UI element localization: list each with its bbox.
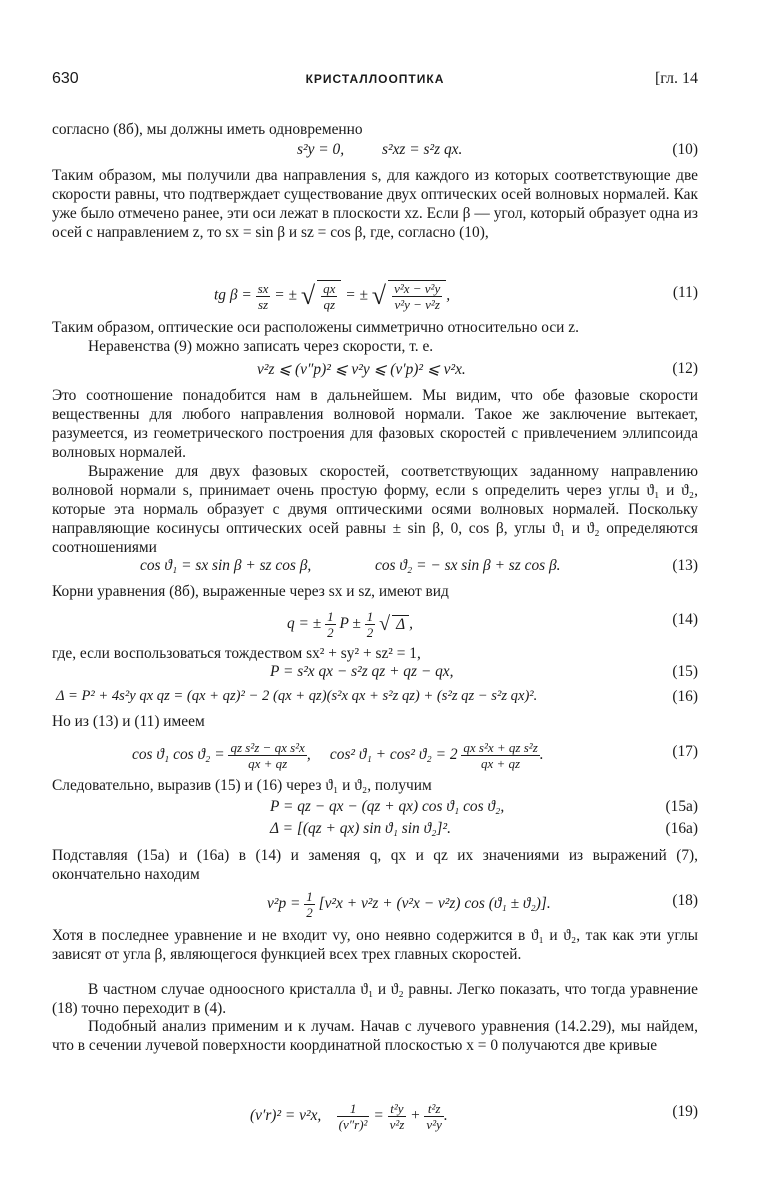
equation-number: (16а) [665, 820, 698, 837]
paragraph-vy-implicit: Хотя в последнее уравнение и не входит vy, оно неявно содержится в ϑ₁ и ϑ₂, так как эти углы зависят от угла β, являющегося функцией всех трех главных скоростей. [52, 927, 698, 963]
paragraph-rays: Подобный анализ применим и к лучам. Начав с лучевого уравнения (14.2.29), мы найдем, что в сечении лучевой поверхности координатной плоскостью x = 0 получаются две кривые [52, 1018, 698, 1054]
equation-18 [52, 884, 698, 922]
eq11-frac-1: $\frac{sx}{sz}$ [257, 280, 269, 312]
eq18-lhs: v²p = [267, 895, 301, 913]
equation-number: (18) [672, 892, 698, 909]
eq19-frac-1: $\frac{\text{t²y}}{\text{v²z}}$ [389, 1101, 405, 1132]
equation-11: tg β = $\frac{sx}{sz}$ = ± √ $\frac{qx}{qz}$ = ± √ $\frac{\text{v²x − v²y}}{\text{v²y − v²z}}$ , (11) [214, 280, 698, 312]
eq12-body: v²z ⩽ (v″p)² ⩽ v²y ⩽ (v′p)² ⩽ v²x. [257, 361, 466, 378]
paragraph-angles: Выражение для двух фазовых скоростей, соответствующих заданному направлению волновой нормали s, принимает очень простую форму, если s определить через углы ϑ₁ и ϑ₂, которые эта нормаль образует с двумя оптическими осями волновых нормалей. Поскольку направляющие косинусы оптических осей равны ± sin β, 0, cos β, углы ϑ₁ и ϑ₂ определяются соотношениями [52, 463, 698, 556]
equation-number: (17) [672, 743, 698, 760]
eq13-part-b: cos ϑ₂ = − sx sin β + sz cos β. [375, 557, 561, 574]
equation-13 [52, 557, 698, 579]
sqrt-sign-icon: √ [371, 281, 387, 310]
equation-number: (12) [672, 360, 698, 377]
paragraph-identity: где, если воспользоваться тождеством sx² + sy² + sz² = 1, [52, 645, 421, 662]
equation-16a [52, 820, 698, 842]
eq14-mid: P ± [339, 615, 361, 633]
eq15-body: P = s²x qx − s²z qz + qz − qx, [270, 663, 454, 680]
eq14-lhs: q = ± [287, 615, 322, 633]
equation-number: (11) [672, 284, 698, 301]
paragraph-optic-axes: Таким образом, мы получили два направления s, для каждого из которых соответствующие две скорости равны, что подтверждает существование двух оптических осей волновых нормалей. Как уже было отмечено ранее, эти оси лежат в плоскости xz. Если β — угол, который образует одна из осей с направлением z, то sx = sin β и sz = cos β, где, согласно (10), [52, 167, 698, 241]
equation-number: (13) [672, 557, 698, 574]
eq15a-body: P = qz − qx − (qz + qx) cos ϑ₁ cos ϑ₂, [270, 798, 505, 815]
equation-number: (15а) [665, 798, 698, 815]
eq13-part-a: cos ϑ₁ = sx sin β + sz cos β, [140, 557, 312, 574]
eq10-part-a: s²y = 0, [297, 141, 345, 158]
eq16a-body: Δ = [(qz + qx) sin ϑ₁ sin ϑ₂]². [270, 820, 451, 837]
eq16-body: Δ = P² + 4s²y qx qz = (qx + qz)² − 2 (qx + qz)(s²x qx + s²z qz) + (s²z qz − s²z qx)². [56, 688, 538, 704]
equation-15a [52, 798, 698, 820]
paragraph-consequently: Следовательно, выразив (15) и (16) через ϑ₁ и ϑ₂, получим [52, 777, 432, 794]
equation-14: q = ± $\frac{1}{2}$ P ± $\frac{1}{2}$ √ Δ , (14) [287, 609, 698, 640]
eq14-half-1: $\frac{1}{2}$ [327, 609, 334, 640]
chapter-ref: [гл. 14 [654, 70, 698, 87]
paragraph-symmetry: Таким образом, оптические оси расположены симметрично относительно оси z. [52, 319, 579, 336]
equation-12 [52, 360, 698, 382]
eq11-frac-3: $\frac{\text{v²x − v²y}}{\text{v²y − v²z}}$ [394, 281, 441, 312]
sqrt-sign-icon: √ [300, 281, 316, 310]
eq14-half-2: $\frac{1}{2}$ [366, 609, 374, 640]
eq10-part-b: s²xz = s²z qx. [382, 141, 463, 158]
eq14-radicand: Δ [392, 615, 409, 634]
page-number: 630 [52, 70, 79, 87]
equation-16 [52, 688, 698, 710]
running-title: КРИСТАЛЛООПТИКА [305, 72, 445, 86]
eq18-rhs: [v²x + v²z + (v²x − v²z) cos (ϑ₁ ± ϑ₂)]. [318, 895, 551, 913]
paragraph-substituting: Подставляя (15а) и (16а) в (14) и заменяя q, qx и qz их значениями из выражений (7), окончательно находим [52, 847, 698, 883]
eq19-lhs: (v′r)² = v²x, [250, 1107, 322, 1125]
eq19-frac-left: $\frac{1}{\text{(v″r)²}}$ [338, 1101, 368, 1132]
paragraph-inequalities: Неравенства (9) можно записать через скорости, т. е. [88, 338, 434, 355]
running-header [52, 70, 698, 92]
paragraph-intro: согласно (8б), мы должны иметь одновременно [52, 121, 363, 138]
eq17-frac-2: $\frac{\text{qx s²x + qz s²z}}{qx + qz}$ [463, 740, 538, 771]
equation-number: (15) [672, 663, 698, 680]
eq17-lhs: cos ϑ₁ cos ϑ₂ = [132, 746, 225, 764]
eq11-pm-2: = ± [345, 286, 368, 304]
equation-number: (16) [672, 688, 698, 705]
equation-15 [52, 663, 698, 685]
paragraph-from-13-11: Но из (13) и (11) имеем [52, 713, 205, 730]
sqrt-sign-icon: √ [379, 613, 391, 635]
eq17-frac-1: $\frac{\text{qz s²z − qx s²x}}{qx + qz}$ [230, 740, 305, 771]
equation-number: (10) [672, 141, 698, 158]
equation-number: (19) [672, 1103, 698, 1120]
eq11-pm-1: = ± [274, 286, 297, 304]
equation-10 [52, 141, 698, 163]
equation-19: (v′r)² = v²x, $\frac{1}{\text{(v″r)²}}$ = $\frac{\text{t²y}}{\text{v²z}}$ + $\frac{\text{t²z}}{\text{v²y}}$ . (19) [250, 1101, 698, 1132]
eq19-frac-2: $\frac{\text{t²z}}{\text{v²y}}$ [426, 1101, 442, 1132]
paragraph-roots: Корни уравнения (8б), выраженные через sx и sz, имеют вид [52, 583, 449, 600]
eq11-frac-2: $\frac{qx}{qz}$ [323, 281, 336, 312]
eq11-lhs: tg β = [214, 286, 252, 304]
equation-17: cos ϑ₁ cos ϑ₂ = $\frac{\text{qz s²z − qx s²x}}{qx + qz}$ , cos² ϑ₁ + cos² ϑ₂ = 2 $\frac{\text{qx s²x + qz s²z}}{qx + qz}$ . (17) [132, 740, 698, 771]
equation-number: (14) [672, 611, 698, 628]
paragraph-phase-velocities: Это соотношение понадобится нам в дальнейшем. Мы видим, что обе фазовые скорости вещественны для любого направления волновой нормали. Такое же заключение вытекает, разумеется, из геометрического построения для фазовых скоростей с привлечением эллипсоида волновых нормалей. [52, 387, 698, 461]
eq17-mid: , cos² ϑ₁ + cos² ϑ₂ = 2 [306, 746, 458, 764]
eq18-half: $\frac{1}{2}$ [306, 889, 313, 920]
paragraph-uniaxial: В частном случае одноосного кристалла ϑ₁ и ϑ₂ равны. Легко показать, что тогда уравнение (18) точно переходит в (4). [52, 981, 698, 1017]
